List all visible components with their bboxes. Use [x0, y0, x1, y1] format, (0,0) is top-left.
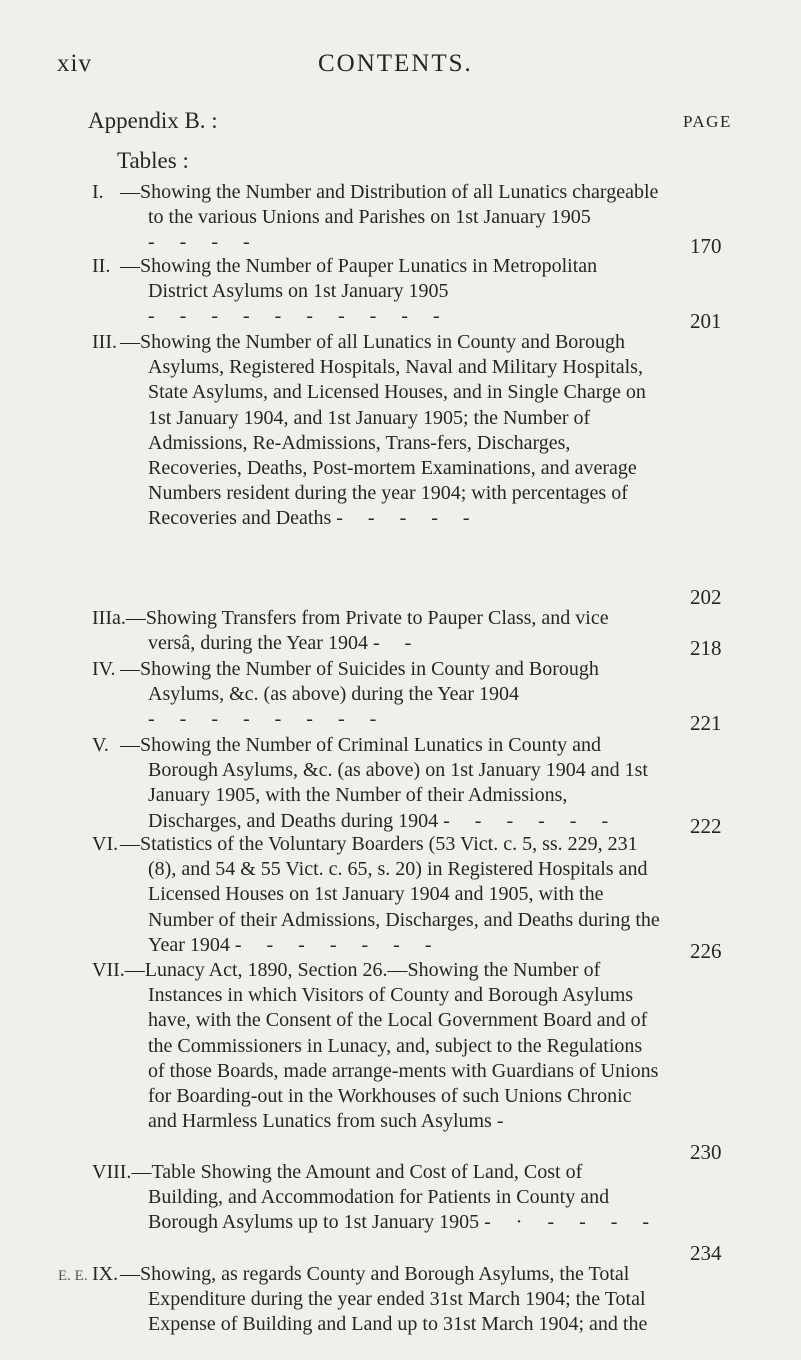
margin-mark: E. E. [58, 1268, 88, 1284]
tables-heading: Tables : [117, 148, 189, 173]
page-column-label: PAGE [683, 112, 732, 131]
dot-leader: - - - - - [336, 507, 480, 530]
dot-leader: - - - - - - - - - - [148, 305, 450, 328]
entry-title: —Table Showing the Amount and Cost of Land, Cost of Building, and Accommodation for Patients in County and Borough Asylums up to 1st January 1905 [131, 1161, 610, 1234]
toc-entry: IX.—Showing, as regards County and Borough Asylums, the Total Expenditure during the year ended 31st March 1904; the Total Expense of Building and Land up to 31st March 1904; and the [92, 1263, 648, 1336]
entry-page-number: 218 [690, 636, 722, 660]
toc-entry [92, 958, 660, 1134]
running-head: CONTENTS. [318, 50, 473, 77]
dot-leader: - · - - - - [484, 1211, 660, 1234]
toc-entry: V. —Showing the Number of Criminal Lunatics in County and Borough Asylums, &c. (as above) on 1st January 1904 and 1st January 1905, with the Number of their Admissions, Discharges, and Deaths during 1904 - - - - - - [92, 734, 648, 832]
appendix-heading: Appendix B. : [88, 108, 218, 133]
entry-title: —Showing the Number of Suicides in County and Borough Asylums, &c. (as above) during the Year 1904 [120, 658, 599, 706]
dot-leader: - [496, 1110, 514, 1133]
entry-title: —Showing the Number of all Lunatics in County and Borough Asylums, Registered Hospitals, Naval and Military Hospitals, State Asylums, and Licensed Houses, and in Single Charge on 1st January 1904, and 1st January 1905; the Number of Admissions, Re-Admissions, Trans-fers, Discharges, Recoveries, Deaths, Post-mortem Examinations, and average Numbers resident during the year 1904; with percentages of Recoveries and Deaths [120, 331, 646, 530]
entry-numeral: IIIa. [92, 607, 126, 629]
entry-numeral: VIII. [92, 1161, 132, 1183]
entry-page-number: 170 [690, 234, 722, 258]
dot-leader: - - - - [148, 231, 260, 254]
toc-entry: VI.—Statistics of the Voluntary Boarders (53 Vict. c. 5, ss. 229, 231 (8), and 54 & 55 Vict. c. 65, s. 20) in Registered Hospitals and Licensed Houses on 1st January 1904 and 1905, with the Number of their Admissions, Discharges, and Deaths during the Year 1904 - - - - - - - [92, 833, 660, 956]
toc-entry: II. —Showing the Number of Pauper Lunatics in Metropolitan District Asylums on 1st January 1905 - - - - - - - - - - [92, 255, 598, 328]
entry-title: —Showing Transfers from Private to Pauper Class, and vice versâ, during the Year 1904 [125, 607, 609, 655]
toc-entry: III. —Showing the Number of all Lunatics in County and Borough Asylums, Registered Hospitals, Naval and Military Hospitals, State Asylums, and Licensed Houses, and in Single Charge on 1st January 1904, and 1st January 1905; the Number of Admissions, Re-Admissions, Trans-fers, Discharges, Recoveries, Deaths, Post-mortem Examinations, and average Numbers resident during the year 1904; with percentages of Recoveries and Deaths - - - - - [92, 331, 646, 530]
entry-page-number: 230 [690, 1140, 722, 1164]
toc-entry: IV. —Showing the Number of Suicides in County and Borough Asylums, &c. (as above) during the Year 1904 - - - - - - - - [92, 658, 599, 731]
dot-leader: - - - - - - - [234, 933, 442, 956]
entry-title: —Showing the Number and Distribution of all Lunatics chargeable to the various Unions and Parishes on 1st January 1905 [120, 181, 659, 229]
entry-title: —Showing, as regards County and Borough Asylums, the Total Expenditure during the year ended 31st March 1904; the Total Expense of Building and Land up to 31st March 1904; and the [120, 1263, 648, 1336]
entry-title: —Statistics of the Voluntary Boarders (53 Vict. c. 5, ss. 229, 231 (8), and 54 & 55 Vict. c. 65, s. 20) in Registered Hospitals and Licensed Houses on 1st January 1904 and 1905, with the Number of their Admissions, Discharges, and Deaths during the Year 1904 [120, 833, 660, 956]
entry-page-number: 226 [690, 939, 722, 963]
entry-page-number: 201 [690, 309, 722, 333]
dot-leader: - - - - - - - - [148, 708, 387, 731]
entry-page-number: 202 [690, 585, 722, 609]
page-folio: xiv [57, 50, 92, 77]
entry-title: —Showing the Number of Criminal Lunatics in County and Borough Asylums, &c. (as above) on 1st January 1904 and 1st January 1905, with the Number of their Admissions, Discharges, and Deaths during 1904 [120, 734, 648, 832]
toc-entry [92, 1160, 660, 1236]
entry-numeral: VII. [92, 959, 125, 981]
dot-leader: - - - - - - [443, 809, 619, 832]
toc-entry: I. —Showing the Number and Distribution of all Lunatics chargeable to the various Unions and Parishes on 1st January 1905 - - - - [92, 181, 659, 254]
dot-leader: - - [372, 632, 422, 655]
toc-entry [92, 606, 660, 656]
entry-page-number: 221 [690, 711, 722, 735]
entry-title: —Lunacy Act, 1890, Section 26.—Showing the Number of Instances in which Visitors of County and Borough Asylums have, with the Consent of the Local Government Board and of the Commissioners in Lunacy, and, subject to the Regulations of those Boards, made arrange-ments with Guardians of Unions for Boarding-out in the Workhouses of such Unions Chronic and Harmless Lunatics from such Asylums [124, 959, 659, 1133]
entry-title: —Showing the Number of Pauper Lunatics in Metropolitan District Asylums on 1st January 1905 [120, 255, 598, 303]
entry-page-number: 222 [690, 814, 722, 838]
entry-page-number: 234 [690, 1241, 722, 1265]
